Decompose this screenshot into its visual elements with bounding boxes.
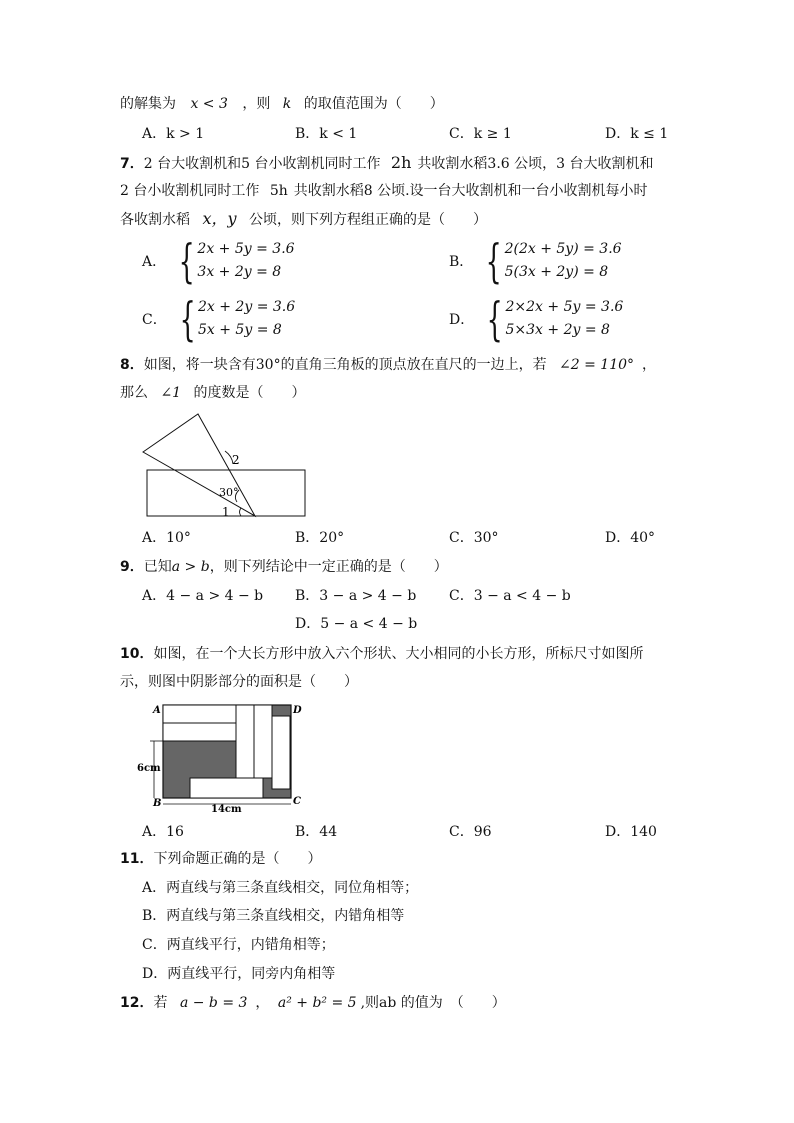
- q10-option-c[interactable]: C．96: [449, 824, 492, 840]
- q6-stem-continuation: [120, 94, 444, 114]
- q10-option-b[interactable]: B．44: [295, 824, 338, 840]
- text: 的度数是（ ）: [193, 385, 306, 401]
- text: 已知: [143, 559, 172, 575]
- variables: x，y: [202, 209, 237, 228]
- q10-option-d[interactable]: D．140: [605, 824, 657, 840]
- q12-stem: [120, 993, 506, 1013]
- brace-icon: {: [179, 292, 196, 346]
- equation-system: [197, 238, 294, 284]
- figure-label: A: [153, 705, 161, 716]
- q11-option-b[interactable]: B．两直线与第三条直线相交，内错角相等: [142, 908, 405, 924]
- small-rectangle: [163, 705, 236, 723]
- q7-option-b[interactable]: [449, 234, 622, 288]
- equation: a − b = 3: [179, 995, 248, 1011]
- q9-option-b[interactable]: B．3 − a > 4 − b: [295, 588, 417, 604]
- equation: 5(3x + 2y) = 8: [504, 264, 609, 280]
- q6-option-b[interactable]: B．k < 1: [295, 126, 358, 142]
- text: 公顷，则下列方程组正确的是（ ）: [248, 212, 487, 228]
- figure-label: B: [153, 798, 162, 809]
- figure-label: 2: [232, 453, 240, 467]
- text: 下列命题正确的是（ ）: [153, 851, 322, 867]
- q7-option-a[interactable]: [142, 234, 295, 288]
- equation: 2(2x + 5y) = 3.6: [504, 241, 622, 257]
- figure-label: C: [293, 796, 301, 807]
- q6-option-a[interactable]: A．k > 1: [142, 126, 205, 142]
- figure-label: 1: [222, 505, 230, 519]
- question-number: 11．: [120, 851, 154, 867]
- equation-system: [506, 296, 624, 342]
- text: 示，则图中阴影部分的面积是（ ）: [120, 674, 358, 690]
- q11-option-d[interactable]: D．两直线平行，同旁内角相等: [142, 966, 336, 982]
- option-label: B．: [449, 254, 474, 270]
- equation-system: [505, 238, 622, 284]
- q6-option-d[interactable]: D．k ≤ 1: [605, 126, 669, 142]
- equation: 2x + 2y = 3.6: [198, 299, 296, 315]
- q7-line-3: [120, 209, 487, 230]
- q8-ruler-triangle-figure: [135, 408, 320, 523]
- figure-label: D: [293, 705, 302, 716]
- brace-icon: {: [485, 234, 502, 288]
- q8-option-d[interactable]: D．40°: [605, 530, 656, 546]
- q8-option-c[interactable]: C．30°: [449, 530, 499, 546]
- equation: 3x + 2y = 8: [197, 264, 282, 280]
- angle-2: ∠2 = 110°: [559, 357, 635, 373]
- inequality: x < 3: [190, 96, 228, 112]
- q8-option-a[interactable]: A．10°: [142, 530, 191, 546]
- text: 的取值范围为（ ）: [303, 96, 444, 112]
- dimension-label: 14cm: [211, 804, 242, 815]
- q11-option-a[interactable]: A．两直线与第三条直线相交，同位角相等；: [142, 880, 419, 896]
- question-number: 9．: [120, 559, 144, 575]
- text: 各收割水稻: [120, 212, 190, 228]
- question-number: 10．: [120, 646, 154, 662]
- text: ，: [642, 357, 657, 373]
- small-rectangle: [163, 723, 236, 741]
- text: ，则下列结论中一定正确的是（ ）: [209, 559, 448, 575]
- q9-option-c[interactable]: C．3 − a < 4 − b: [449, 588, 571, 604]
- equation: 5×3x + 2y = 8: [505, 322, 610, 338]
- brace-icon: {: [178, 234, 195, 288]
- q11-option-c[interactable]: C．两直线平行，内错角相等；: [142, 937, 335, 953]
- q8-option-b[interactable]: B．20°: [295, 530, 345, 546]
- text: ，: [255, 995, 270, 1011]
- text: 如图，在一个大长方形中放入六个形状、大小相同的小长方形，所标尺寸如图所: [153, 646, 644, 662]
- q7-line-2: [120, 181, 648, 201]
- text: 那么: [120, 385, 148, 401]
- figure-label: 30°: [219, 486, 239, 499]
- option-label: C．: [142, 312, 167, 328]
- q8-line-2: [120, 383, 306, 403]
- time-value: 5h: [269, 183, 288, 199]
- small-rectangle: [190, 778, 263, 798]
- text: ，则: [242, 96, 271, 112]
- equation-system: [198, 296, 295, 342]
- question-number: 7．: [120, 156, 144, 172]
- text: 如图，将一块含有30°的直角三角板的顶点放在直尺的一边上，若: [143, 357, 547, 373]
- q8-line-1: [120, 355, 656, 375]
- equation: 2×2x + 5y = 3.6: [505, 299, 624, 315]
- question-number: 12．: [120, 995, 154, 1011]
- dimension-label: 6cm: [137, 763, 161, 774]
- option-label: D．: [449, 312, 475, 328]
- brace-icon: {: [486, 292, 503, 346]
- variable-k: k: [282, 96, 292, 112]
- q7-option-c[interactable]: [142, 292, 296, 346]
- text: 2 台大收割机和5 台小收割机同时工作: [143, 156, 381, 172]
- q9-option-d[interactable]: D．5 − a < 4 − b: [295, 616, 418, 632]
- text: 共收割水稻8 公顷.设一台大收割机和一台小收割机每小时: [293, 183, 648, 199]
- q10-rectangle-figure: [135, 698, 310, 818]
- equation: a² + b² = 5: [277, 995, 357, 1011]
- text: 2 台小收割机同时工作: [120, 183, 260, 199]
- q10-line-2: [120, 672, 358, 692]
- equation: 5x + 5y = 8: [198, 322, 282, 338]
- q11-stem: [120, 849, 321, 869]
- text: ,则ab 的值为 （ ）: [360, 995, 506, 1011]
- time-value: 2h: [390, 153, 412, 172]
- question-number: 8．: [120, 357, 144, 373]
- q7-option-d[interactable]: [449, 292, 624, 346]
- equation: 2x + 5y = 3.6: [197, 241, 295, 257]
- q10-option-a[interactable]: A．16: [142, 824, 184, 840]
- q6-option-c[interactable]: C．k ≥ 1: [449, 126, 512, 142]
- small-rectangle: [254, 705, 272, 778]
- q7-line-1: [120, 153, 653, 174]
- small-rectangle: [272, 716, 290, 789]
- q9-stem: [120, 557, 448, 577]
- q9-option-a[interactable]: A．4 − a > 4 − b: [142, 588, 264, 604]
- small-rectangle: [236, 705, 254, 778]
- angle-arc: [240, 508, 242, 516]
- option-label: A．: [142, 254, 167, 270]
- text: 共收割水稻3.6 公顷，3 台大收割机和: [417, 156, 654, 172]
- text: 若: [153, 995, 168, 1011]
- angle-1: ∠1: [160, 385, 182, 401]
- condition: a > b: [171, 559, 210, 575]
- q10-line-1: [120, 644, 643, 664]
- text: 的解集为: [120, 96, 176, 112]
